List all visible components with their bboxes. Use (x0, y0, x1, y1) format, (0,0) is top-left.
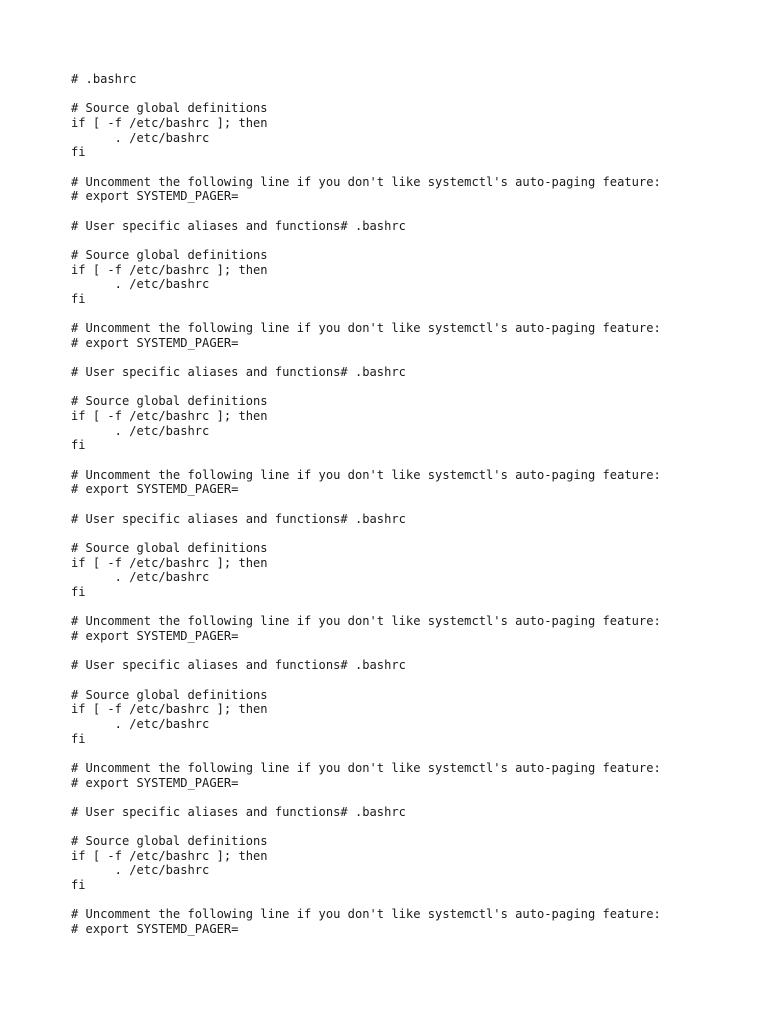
code-line (71, 746, 661, 761)
code-line (71, 673, 661, 688)
code-line: # export SYSTEMD_PAGER= (71, 922, 239, 937)
code-line (71, 160, 661, 175)
code-line: if [ -f /etc/bashrc ]; then (71, 262, 268, 277)
code-line: # Uncomment the following line if you don't like systemctl's auto-paging feature: (71, 907, 661, 922)
code-line: # export SYSTEMD_PAGER= (71, 482, 239, 497)
code-line: # Uncomment the following line if you don't like systemctl's auto-paging feature: (71, 467, 661, 482)
code-line (71, 893, 661, 908)
code-line: # Source global definitions (71, 394, 268, 409)
code-line: fi (71, 878, 86, 893)
code-line: # Source global definitions (71, 834, 268, 849)
code-line: # Source global definitions (71, 541, 268, 555)
code-line (71, 790, 661, 805)
code-line: # User specific aliases and functions# .bashrc (71, 658, 406, 673)
code-line: # Source global definitions (71, 101, 268, 116)
code-line: if [ -f /etc/bashrc ]; then (71, 115, 268, 130)
code-line (71, 600, 661, 615)
code-line: fi (71, 145, 86, 160)
code-line: if [ -f /etc/bashrc ]; then (71, 409, 268, 424)
code-line: # export SYSTEMD_PAGER= (71, 775, 239, 790)
code-line: # Uncomment the following line if you don't like systemctl's auto-paging feature: (71, 614, 661, 629)
code-line: fi (71, 584, 86, 599)
code-line: # User specific aliases and functions# .bashrc (71, 511, 406, 526)
code-line (71, 453, 661, 468)
code-line: . /etc/bashrc (71, 423, 210, 438)
code-line: # User specific aliases and functions# .bashrc (71, 218, 406, 233)
code-line: # export SYSTEMD_PAGER= (71, 189, 239, 204)
code-line: # Uncomment the following line if you don't like systemctl's auto-paging feature: (71, 760, 661, 775)
code-line: . /etc/bashrc (71, 570, 210, 585)
code-line: . /etc/bashrc (71, 863, 210, 878)
code-line: # .bashrc (71, 72, 137, 86)
code-line (71, 380, 661, 395)
code-line (71, 497, 661, 512)
code-line: if [ -f /etc/bashrc ]; then (71, 848, 268, 863)
code-line (71, 526, 661, 541)
code-line: . /etc/bashrc (71, 716, 210, 731)
code-line: if [ -f /etc/bashrc ]; then (71, 702, 268, 717)
code-line: # User specific aliases and functions# .bashrc (71, 804, 406, 819)
code-line (71, 233, 661, 248)
code-line: # Uncomment the following line if you don't like systemctl's auto-paging feature: (71, 174, 661, 189)
code-line: # User specific aliases and functions# .bashrc (71, 365, 406, 380)
code-line: # export SYSTEMD_PAGER= (71, 335, 239, 350)
code-line: if [ -f /etc/bashrc ]; then (71, 555, 268, 570)
code-line: fi (71, 291, 86, 306)
code-line: . /etc/bashrc (71, 277, 210, 292)
code-line: fi (71, 731, 86, 746)
code-line: . /etc/bashrc (71, 130, 210, 145)
code-line (71, 819, 661, 834)
code-line: # Source global definitions (71, 247, 268, 262)
code-line (71, 204, 661, 219)
bashrc-code-block (71, 72, 661, 937)
code-line (71, 350, 661, 365)
code-line (71, 87, 661, 102)
code-line: fi (71, 438, 86, 453)
code-line (71, 644, 661, 659)
code-line: # export SYSTEMD_PAGER= (71, 628, 239, 643)
code-line: # Uncomment the following line if you don't like systemctl's auto-paging feature: (71, 321, 661, 336)
code-line (71, 307, 661, 322)
code-line: # Source global definitions (71, 687, 268, 702)
